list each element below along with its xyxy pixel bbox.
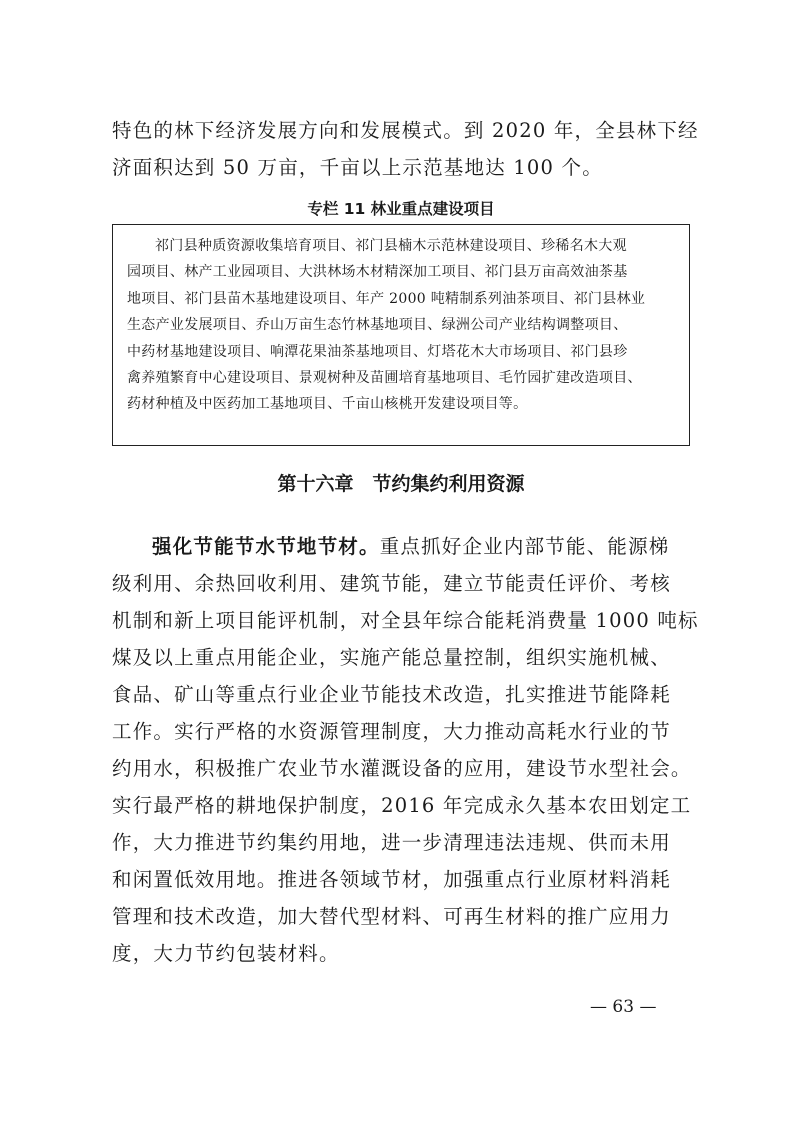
section-lead: 强化节能节水节地节材。 — [152, 535, 380, 558]
section-line: 管理和技术改造，加大替代型材料、可再生材料的推广应用力 — [112, 905, 671, 928]
box-line: 祁门县种质资源收集培育项目、祁门县楠木示范林建设项目、珍稀名木大观 — [155, 238, 627, 254]
section-line: 级利用、余热回收利用、建筑节能，建立节能责任评价、考核 — [112, 572, 671, 595]
box-line: 中药材基地建设项目、响潭花果油茶基地项目、灯塔花木大市场项目、祁门县珍 — [127, 343, 628, 360]
box-line: 园项目、林产工业园项目、大洪林场木材精深加工项目、祁门县万亩高效油茶基 — [127, 264, 628, 281]
section-line: 工作。实行严格的水资源管理制度，大力推动高耗水行业的节 — [112, 720, 671, 743]
box-title: 专栏 11 林业重点建设项目 — [307, 200, 495, 218]
section-line: 约用水，积极推广农业节水灌溉设备的应用，建设节水型社会。 — [112, 757, 692, 780]
box-line: 地项目、祁门县苗木基地建设项目、年产 2000 吨精制系列油茶项目、祁门县林业 — [127, 290, 646, 307]
section-line: 实行最严格的耕地保护制度，2016 年完成永久基本农田划定工 — [112, 794, 692, 817]
chapter-title: 第十六章 节约集约利用资源 — [277, 473, 525, 495]
project-box — [112, 224, 690, 446]
section-line: 食品、矿山等重点行业企业节能技术改造，扎实推进节能降耗 — [112, 683, 671, 706]
section-first-line-text: 重点抓好企业内部节能、能源梯 — [379, 535, 670, 558]
section-line: 机制和新上项目能评机制，对全县年综合能耗消费量 1000 吨标 — [112, 609, 699, 632]
intro-line: 特色的林下经济发展方向和发展模式。到 2020 年，全县林下经 — [112, 119, 699, 142]
section-line: 度，大力节约包装材料。 — [112, 942, 340, 965]
box-line: 药材种植及中医药加工基地项目、千亩山核桃开发建设项目等。 — [127, 396, 528, 413]
box-line: 禽养殖繁育中心建设项目、景观树种及苗圃培育基地项目、毛竹园扩建改造项目、 — [127, 370, 642, 387]
section-paragraph — [112, 528, 699, 972]
box-line: 生态产业发展项目、乔山万亩生态竹林基地项目、绿洲公司产业结构调整项目、 — [127, 317, 628, 334]
section-line: 煤及以上重点用能企业，实施产能总量控制，组织实施机械、 — [112, 646, 671, 669]
section-line: 作，大力推进节约集约用地，进一步清理违法违规、供而未用 — [112, 831, 671, 854]
page-number: — 63 — — [590, 997, 657, 1017]
intro-paragraph — [112, 112, 699, 186]
section-first-line — [112, 528, 690, 565]
section-line: 和闲置低效用地。推进各领域节材，加强重点行业原材料消耗 — [112, 868, 671, 891]
intro-line: 济面积达到 50 万亩，千亩以上示范基地达 100 个。 — [112, 156, 603, 179]
